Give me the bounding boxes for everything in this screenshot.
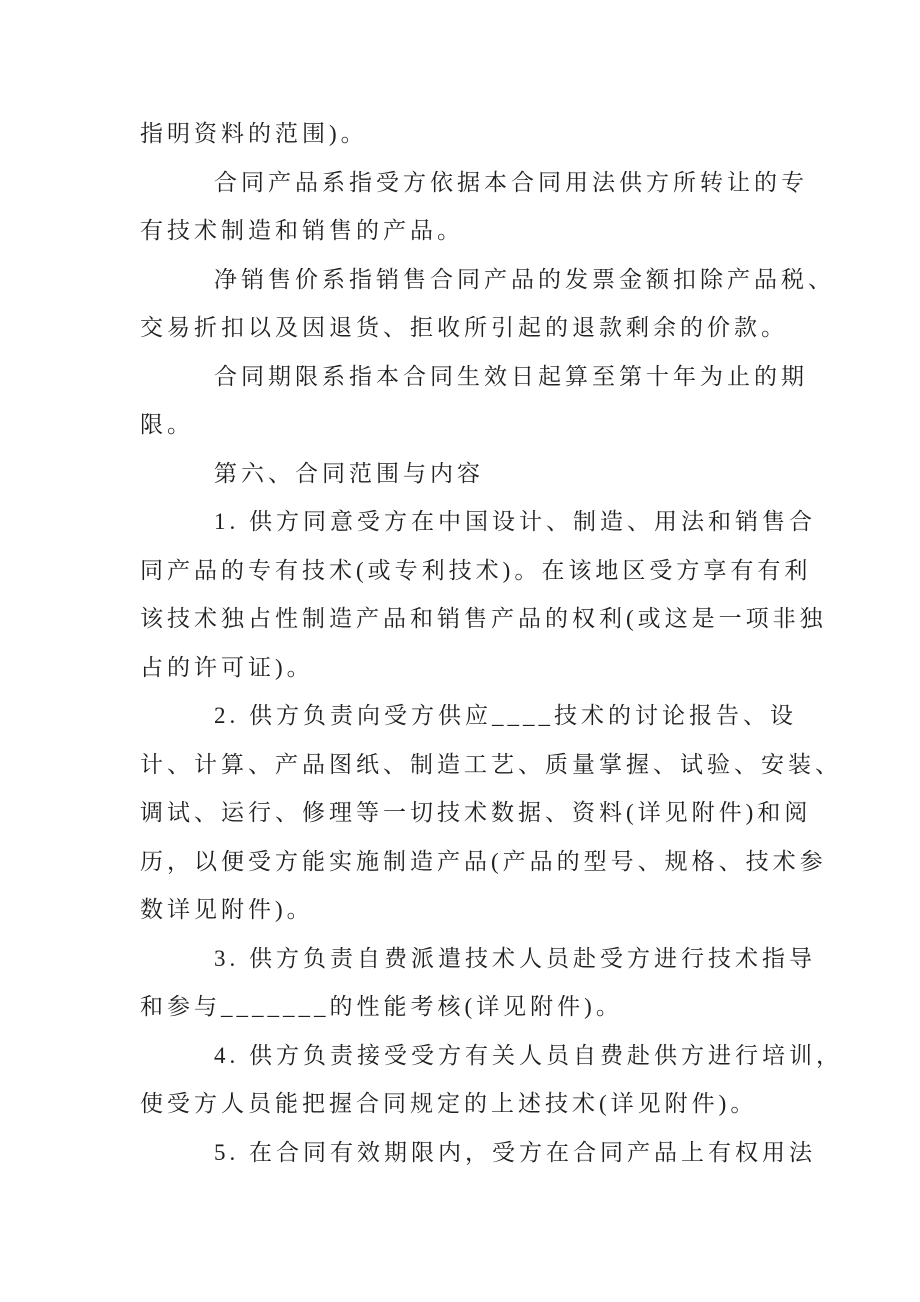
- text-line: 2. 供方负责向受方供应____技术的讨论报告、设: [214, 703, 797, 728]
- text-line: 交易折扣以及因退货、拒收所引起的退款剩余的价款。: [140, 315, 788, 340]
- text-line: 有技术制造和销售的产品。: [140, 218, 464, 243]
- text-line: 净销售价系指销售合同产品的发票金额扣除产品税、: [214, 266, 835, 292]
- text-line: 指明资料的范围)。: [140, 121, 368, 146]
- text-line: 同产品的专有技术(或专利技术)。在该地区受方享有有利: [140, 557, 812, 583]
- text-line: 5. 在合同有效期限内，受方在合同产品上有权用法: [214, 1139, 816, 1165]
- text-line: 计、计算、产品图纸、制造工艺、质量掌握、试验、安装、: [140, 751, 842, 777]
- section-heading: 第六、合同范围与内容: [214, 460, 484, 486]
- contract-text-block: [140, 110, 843, 1177]
- text-line: 历，以便受方能实施制造产品(产品的型号、规格、技术参: [140, 848, 827, 874]
- text-line: 调试、运行、修理等一切技术数据、资料(详见附件)和阅: [140, 800, 812, 825]
- text-line: 和参与_______的性能考核(详见附件)。: [140, 994, 623, 1019]
- text-line: 1. 供方同意受方在中国设计、制造、用法和销售合: [214, 509, 816, 534]
- text-line: 合同期限系指本合同生效日起算至第十年为止的期: [214, 363, 808, 389]
- text-line: 占的许可证)。: [140, 654, 314, 680]
- text-line: 3. 供方负责自费派遣技术人员赴受方进行技术指导: [214, 945, 816, 971]
- text-line: 合同产品系指受方依据本合同用法供方所转让的专: [214, 169, 808, 195]
- text-line: 该技术独占性制造产品和销售产品的权利(或这是一项非独: [140, 606, 827, 631]
- text-line: 使受方人员能把握合同规定的上述技术(详见附件)。: [140, 1091, 758, 1116]
- text-line: 4. 供方负责接受受方有关人员自费赴供方进行培训，: [214, 1042, 843, 1068]
- text-line: 限。: [140, 412, 194, 437]
- text-line: 数详见附件)。: [140, 897, 314, 922]
